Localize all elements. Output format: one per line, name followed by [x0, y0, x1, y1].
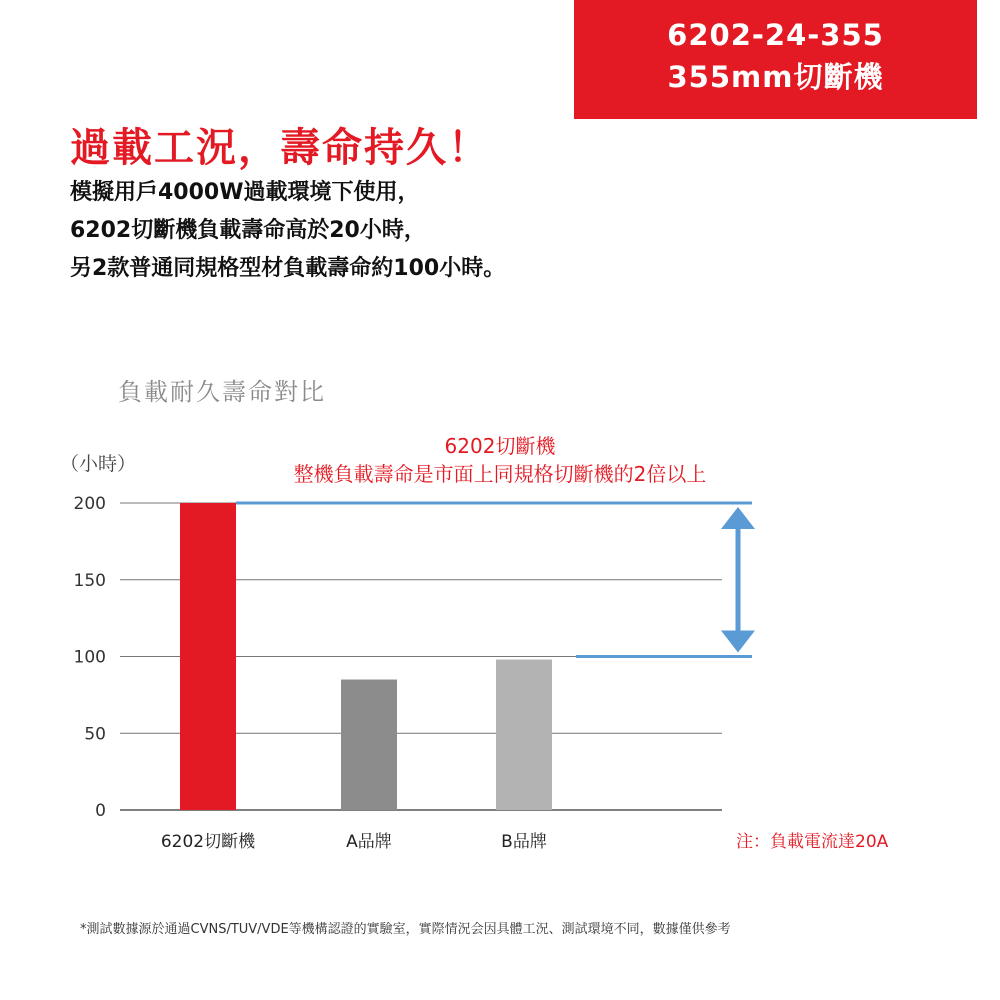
- annotation-line-2: 整機負載壽命是市面上同規格切斷機的2倍以上: [293, 462, 707, 486]
- y-tick-label: 200: [73, 494, 106, 514]
- y-axis-unit: （小時）: [60, 453, 137, 475]
- footnote: *測試數據源於通過CVNS/TUV/VDE等機構認證的實驗室，實際情況会因具體工況、測試環境不同，數據僅供參考: [80, 922, 731, 937]
- test-condition-note: 注：負載電流達20A: [736, 832, 889, 852]
- headline: 過載工況，壽命持久！: [70, 125, 490, 171]
- bar-3: [496, 660, 552, 810]
- description-line-1: 模擬用戶4000W過載環境下使用，: [70, 180, 420, 205]
- description-line-2: 6202切斷機負載壽命高於20小時，: [70, 218, 426, 243]
- bar-1: [180, 503, 236, 810]
- y-tick-label: 100: [73, 647, 106, 668]
- model-number: 6202-24-355: [667, 18, 884, 52]
- y-tick-label: 150: [73, 570, 106, 591]
- chart-title: 負載耐久壽命對比: [118, 378, 326, 406]
- y-tick-label: 0: [95, 801, 106, 821]
- x-category-label: 6202切斷機: [160, 832, 256, 852]
- y-tick-label: 50: [84, 724, 106, 745]
- arrow-head-up: [721, 507, 755, 529]
- product-name: 355mm切斷機: [667, 60, 884, 94]
- bar-2: [341, 680, 397, 810]
- x-category-label: B品牌: [501, 832, 547, 852]
- description-line-3: 另2款普通同規格型材負載壽命約100小時。: [70, 256, 506, 281]
- x-category-label: A品牌: [346, 832, 392, 852]
- annotation-line-1: 6202切斷機: [444, 434, 556, 458]
- arrow-head-down: [721, 631, 755, 653]
